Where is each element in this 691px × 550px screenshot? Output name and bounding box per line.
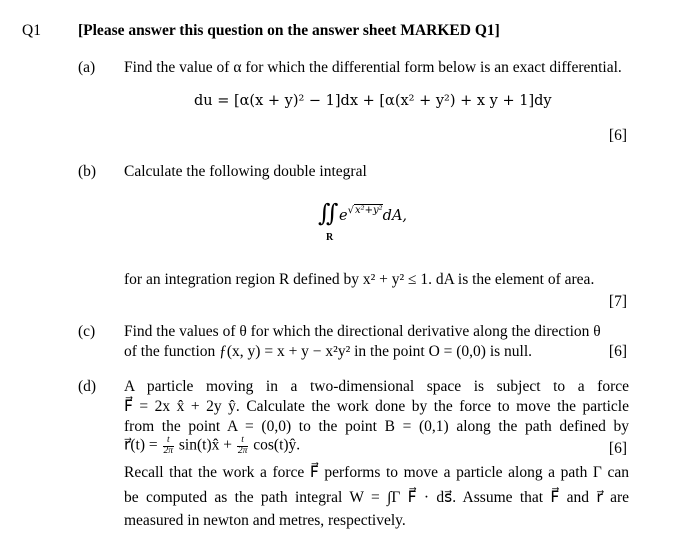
fraction-1: $\frac{t}{2\pi}$ — [163, 435, 174, 456]
part-c-marks: [6] — [608, 343, 627, 360]
part-d-marks: [6] — [608, 440, 627, 457]
integral-region-subscript: R — [326, 232, 334, 243]
part-d-line7: measured in newton and metres, respectively. — [124, 512, 406, 529]
part-d-line2: F⃗ = 2x x̂ + 2y ŷ. Calculate the work done by the force to move the particle — [124, 398, 629, 415]
part-b-label: (b) — [78, 163, 97, 180]
part-d-path-equation — [124, 436, 300, 456]
part-d-label: (d) — [78, 378, 97, 395]
integral-sign: ∬ — [318, 199, 331, 227]
double-integral — [318, 200, 330, 228]
part-b-marks: [7] — [608, 293, 627, 310]
part-b-text: Calculate the following double integral — [124, 163, 367, 180]
part-c-label: (c) — [78, 323, 96, 340]
fraction-2: $\frac{t}{2\pi}$ — [237, 435, 248, 456]
question-instruction: [Please answer this question on the answer sheet MARKED Q1] — [78, 22, 500, 39]
integrand-tail: dA, — [382, 208, 408, 224]
part-c-line1: Find the values of θ for which the directional derivative along the direction θ — [124, 323, 601, 340]
part-b-region-text: for an integration region R defined by x² + y² ≤ 1. dA is the element of area. — [124, 271, 595, 288]
integrand-exponent: x²+y² — [354, 205, 383, 216]
path-mid: sin(t)x̂ + — [178, 436, 232, 454]
part-a-label: (a) — [78, 59, 96, 76]
part-c-line2: of the function ƒ(x, y) = x + y − x²y² in the point O = (0,0) is null. — [124, 343, 533, 360]
part-d-line6: be computed as the path integral W = ∫Γ F⃗ · ds⃗. Assume that F⃗ and r⃗ are — [124, 489, 629, 506]
integrand: $e^{√x^2+y^2}dA$, — [339, 205, 408, 224]
part-a-equation: du = [α(x + y)² − 1]dx + [α(x² + y²) + x y + 1]dy — [194, 93, 552, 109]
integrand-base: e — [339, 208, 348, 224]
part-d-line3: from the point A = (0,0) to the point B = (0,1) along the path defined by — [124, 418, 629, 435]
part-d-line1: A particle moving in a two-dimensional space is subject to a force — [124, 378, 629, 395]
part-a-text: Find the value of α for which the differential form below is an exact differential. — [124, 59, 622, 76]
part-d-line5: Recall that the work a force F⃗ performs to move a particle along a path Γ can — [124, 464, 629, 481]
question-number: Q1 — [22, 22, 41, 39]
part-a-marks: [6] — [608, 127, 627, 144]
path-prefix: r⃗(t) = — [124, 436, 158, 454]
path-end: cos(t)ŷ. — [253, 436, 301, 454]
